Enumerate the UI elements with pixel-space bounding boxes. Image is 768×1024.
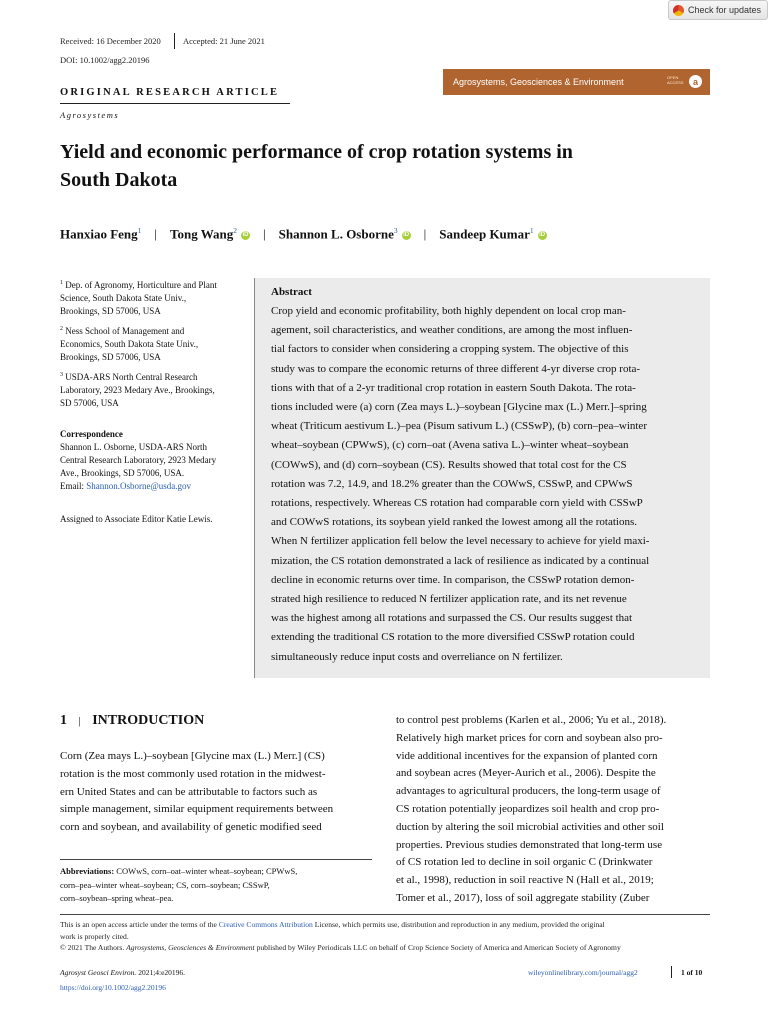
page-number: 1 of 10: [681, 968, 703, 977]
abstract-line: decline in economic returns over time. In comparison, the CSSwP rotation demon-: [271, 573, 635, 586]
abstract-line: simultaneously reduce input costs and overreliance on N fertilizer.: [271, 650, 563, 663]
abbreviations: [60, 865, 372, 906]
body-line: of CS rotation led to decline in soil organic C (Drinkwater: [396, 856, 653, 869]
body-line: properties. Previous studies demonstrated that long-term use: [396, 838, 663, 851]
abstract-line: rotation was 7.2, 14.9, and 18.2% greater than the COWwS, CSSwP, and CPWwS: [271, 477, 633, 490]
license-line: © 2021 The Authors. Agrosystems, Geosciences & Environment published by Wiley Periodicals LLC on behalf of Crop Science Society of America and American Society of Agronomy: [60, 943, 621, 952]
correspondence-line: Ave., Brookings, SD 57006, USA.: [60, 468, 185, 478]
abstract-line: tions included were (a) corn (Zea mays L.)–soybean [Glycine max (L.) Merr.]–spring: [271, 401, 647, 414]
correspondence-line: Shannon L. Osborne, USDA-ARS North: [60, 442, 207, 452]
license-line: This is an open access article under the terms of the Creative Commons Attribution License, which permits use, distribution and reproduction in any medium, provided the original: [60, 920, 605, 929]
email-link[interactable]: Shannon.Osborne@usda.gov: [86, 481, 192, 491]
author[interactable]: Sandeep Kumar$^1$ iD: [439, 226, 546, 242]
affiliations: [60, 277, 250, 410]
license-notice: [60, 919, 710, 954]
body-line: et al., 1998), reduction in soil reactive N (Hall et al., 2019;: [396, 874, 654, 887]
license-rule: [60, 914, 710, 915]
article-type: ORIGINAL RESEARCH ARTICLE: [60, 87, 280, 98]
body-line: simple management, similar equipment requirements between: [60, 803, 334, 816]
article-title: [60, 138, 700, 194]
affiliation: $^3$ USDA-ARS North Central Research Laboratory, 2923 Medary Ave., Brookings, SD 57006, USA: [60, 372, 215, 408]
abbreviation-line: Abbreviations: COWwS, corn–oat–winter wheat–soybean; CPWwS,: [60, 866, 298, 876]
intro-right-column: [396, 712, 710, 908]
article-type-rule: [60, 103, 290, 104]
body-line: advantages to agricultural producers, the long-term usage of: [396, 785, 661, 798]
abstract-line: strated high resilience to reduced N fertilizer application rate, and its net revenue: [271, 593, 627, 606]
doi: DOI: 10.1002/agg2.20196: [60, 55, 150, 65]
body-line: Relatively high market prices for corn and soybean also pro-: [396, 731, 663, 744]
body-line: and soybean acres (Meyer-Aurich et al., 2006). Despite the: [396, 767, 656, 780]
body-line: Tomer et al., 2017), loss of soil aggregate stability (Zuber: [396, 891, 650, 904]
footer-divider: [671, 966, 672, 978]
check-for-updates-button[interactable]: [668, 0, 768, 20]
abstract-line: was the highest among all rotations and surpassed the CS. Our results suggest that: [271, 612, 633, 625]
abstract-line: (COWwS), and (d) corn–soybean (CS). Results showed that total cost for the CS: [271, 458, 627, 471]
intro-left-column: [60, 748, 372, 837]
body-line: duction by altering the soil microbial activities and other soil: [396, 820, 664, 833]
orcid-icon[interactable]: iD: [403, 231, 410, 238]
correspondence-heading: Correspondence: [60, 429, 123, 439]
section-heading: 1 | INTRODUCTION: [60, 713, 205, 728]
open-access-label: OPEN ACCESS: [667, 75, 684, 85]
journal-site-link[interactable]: wileyonlinelibrary.com/journal/agg2: [528, 968, 638, 977]
affiliation: $^1$ Dep. of Agronomy, Horticulture and Plant Science, South Dakota State Univ., Brookings, SD 57006, USA: [60, 280, 217, 316]
author[interactable]: Hanxiao Feng$^1$: [60, 226, 142, 242]
abbreviation-line: corn–soybean–spring wheat–pea.: [60, 893, 174, 903]
crossmark-icon: [673, 5, 684, 16]
author-separator: |: [154, 226, 158, 242]
journal-name: Agrosystems, Geosciences & Environment: [453, 77, 624, 87]
body-line: to control pest problems (Karlen et al., 2006; Yu et al., 2018).: [396, 714, 667, 726]
author-list: [60, 226, 547, 242]
orcid-icon[interactable]: iD: [242, 231, 249, 238]
abstract-line: tial factors to consider when considering a cropping system. The objective of this: [271, 343, 629, 356]
body-line: rotation is the most commonly used rotation in the midwest-: [60, 767, 326, 780]
abstract-line: study was to compare the economic returns of three different 4-yr diverse crop rota-: [271, 362, 641, 375]
open-access-icon: a: [689, 75, 702, 88]
author-separator: |: [263, 226, 266, 242]
orcid-icon[interactable]: iD: [539, 231, 546, 238]
associate-editor-note: Assigned to Associate Editor Katie Lewis.: [60, 514, 213, 524]
abstract-line: rotations, respectively. Whereas CS rotation had comparable corn yield with CSSwP: [271, 497, 643, 510]
author-separator: |: [423, 226, 427, 242]
abstract-line: agement, soil characteristics, and weather conditions, are among the most influen-: [271, 324, 633, 337]
abstract-line: extending the traditional CS rotation to the more diversified CSSwP rotation could: [271, 631, 635, 644]
license-line: work is properly cited.: [60, 931, 129, 941]
cc-license-link[interactable]: Creative Commons Attribution: [218, 920, 313, 929]
abbreviation-line: corn–pea–winter wheat–soybean; CS, corn–soybean; CSSwP,: [60, 879, 270, 890]
body-line: corn and soybean, and availability of genetic modified seed: [60, 821, 322, 834]
author[interactable]: Shannon L. Osborne$^3$ iD: [278, 226, 410, 242]
correspondence: [60, 428, 250, 493]
body-line: vide additional incentives for the expansion of planted corn: [396, 749, 658, 762]
meta-divider: [174, 33, 175, 49]
abstract-line: wheat–soybean (CPWwS), (c) corn–oat (Avena sativa L.)–winter wheat–soybean: [271, 439, 629, 452]
abbreviations-rule: [60, 859, 372, 860]
abstract-line: When N fertilizer application fell below the level necessary to achieve for yield maxi-: [271, 535, 650, 548]
body-line: CS rotation potentially jeopardizes soil health and crop pro-: [396, 802, 660, 815]
footer-citation: Agrosyst Geosci Environ. 2021;4:e20196.: [60, 968, 186, 977]
author[interactable]: Tong Wang$^2$ iD: [170, 226, 249, 242]
accepted-date: Accepted: 21 June 2021: [183, 36, 265, 46]
abstract-line: Crop yield and economic profitability, both highly dependent on local crop man-: [271, 305, 626, 317]
abstract-box: [254, 278, 710, 678]
received-date: Received: 16 December 2020: [60, 36, 161, 46]
abstract-heading: Abstract: [271, 286, 312, 298]
title-line: Yield and economic performance of crop rotation systems in: [60, 141, 573, 163]
body-line: ern United States and can be attributable to factors such as: [60, 785, 318, 798]
title-line: South Dakota: [60, 169, 178, 191]
abstract-line: wheat (Triticum aestivum L.)–pea (Pisum sativum L.) (CSSwP), (b) corn–pea–winter: [271, 420, 647, 433]
affiliation: $^2$ Ness School of Management and Economics, South Dakota State Univ., Brookings, SD 57006, USA: [60, 326, 199, 362]
heading-separator: |: [78, 715, 81, 727]
footer-doi-link[interactable]: https://doi.org/10.1002/agg2.20196: [60, 983, 166, 992]
abstract-line: and COWwS rotations, its soybean yield ranked the lowest among all the rotations.: [271, 516, 637, 529]
correspondence-email-line: Email: Shannon.Osborne@usda.gov: [60, 481, 192, 491]
article-section: Agrosystems: [60, 110, 120, 120]
abstract-text: [271, 302, 700, 667]
check-for-updates-label: Check for updates: [688, 5, 762, 15]
journal-banner: [443, 69, 710, 95]
abstract-line: mization, the CS rotation demonstrated a lack of resilience as indicated by a continual: [271, 554, 650, 567]
correspondence-line: Central Research Laboratory, 2923 Medary: [60, 455, 217, 465]
body-line: Corn (Zea mays L.)–soybean [Glycine max (L.) Merr.] (CS): [60, 750, 325, 762]
abstract-line: tions with that of a 2-yr traditional crop rotation in eastern South Dakota. The rota-: [271, 381, 636, 394]
